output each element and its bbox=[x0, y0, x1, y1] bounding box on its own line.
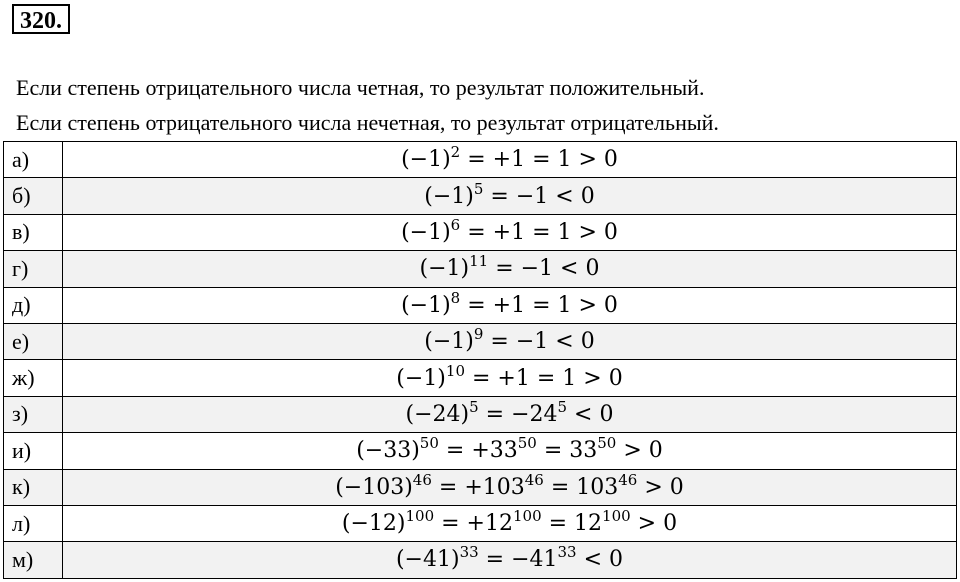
row-label: б) bbox=[4, 178, 63, 214]
row-expression bbox=[63, 433, 957, 469]
term: (−1) bbox=[401, 147, 451, 173]
term: (−1) bbox=[424, 183, 474, 209]
term: 0 bbox=[603, 292, 618, 318]
problem-number: 320. bbox=[12, 4, 70, 34]
term: 0 bbox=[603, 147, 618, 173]
term: −1 bbox=[515, 183, 549, 209]
exponent: 46 bbox=[524, 470, 544, 489]
operator: > bbox=[571, 219, 604, 245]
exponent: 5 bbox=[469, 397, 479, 416]
answers-table bbox=[3, 141, 957, 579]
operator: = bbox=[465, 365, 498, 391]
row-label: е) bbox=[4, 323, 63, 359]
term: +1 bbox=[492, 147, 526, 173]
exponent: 33 bbox=[557, 543, 577, 562]
operator: = bbox=[434, 511, 467, 537]
term: 12 bbox=[574, 511, 603, 537]
operator: = bbox=[431, 474, 465, 500]
row-expression bbox=[63, 142, 957, 178]
term: 0 bbox=[669, 474, 684, 500]
term: 0 bbox=[608, 365, 623, 391]
operator: = bbox=[536, 438, 570, 464]
row-expression bbox=[63, 214, 957, 250]
table-row bbox=[4, 469, 957, 505]
operator: > bbox=[576, 365, 609, 391]
term: (−1) bbox=[424, 329, 474, 355]
exponent: 9 bbox=[473, 325, 484, 344]
row-label: д) bbox=[4, 287, 63, 323]
exponent: 46 bbox=[618, 470, 638, 489]
term: 1 bbox=[557, 292, 572, 318]
term: +103 bbox=[464, 474, 525, 500]
operator: < bbox=[567, 401, 600, 427]
row-expression bbox=[63, 505, 957, 541]
operator: = bbox=[460, 147, 493, 173]
row-label: г) bbox=[4, 251, 63, 287]
term: +12 bbox=[466, 511, 513, 537]
row-expression bbox=[63, 251, 957, 287]
table-row bbox=[4, 323, 957, 359]
term: (−1) bbox=[401, 219, 451, 245]
table-row bbox=[4, 251, 957, 287]
operator: > bbox=[630, 511, 664, 537]
exponent: 6 bbox=[450, 215, 461, 234]
exponent: 2 bbox=[450, 143, 461, 162]
term: (−24) bbox=[405, 401, 470, 427]
operator: < bbox=[576, 547, 610, 573]
operator: = bbox=[478, 547, 512, 573]
term: +33 bbox=[471, 438, 518, 464]
term: 0 bbox=[663, 511, 678, 537]
operator: > bbox=[571, 147, 604, 173]
row-expression bbox=[63, 360, 957, 396]
row-label: л) bbox=[4, 505, 63, 541]
operator: = bbox=[525, 292, 558, 318]
term: −1 bbox=[520, 256, 554, 282]
term: 0 bbox=[585, 256, 600, 282]
row-label: к) bbox=[4, 469, 63, 505]
term: 0 bbox=[580, 329, 595, 355]
table-row bbox=[4, 287, 957, 323]
exponent: 50 bbox=[419, 434, 439, 453]
term: −24 bbox=[511, 401, 558, 427]
table-row bbox=[4, 178, 957, 214]
operator: = bbox=[460, 219, 493, 245]
term: 33 bbox=[569, 438, 598, 464]
term: 103 bbox=[576, 474, 619, 500]
operator: = bbox=[543, 474, 577, 500]
row-expression bbox=[63, 287, 957, 323]
row-label: з) bbox=[4, 396, 63, 432]
operator: = bbox=[483, 183, 516, 209]
rule-odd: Если степень отрицательного числа нечетная, то результат отрицательный. bbox=[16, 110, 719, 135]
exponent: 8 bbox=[450, 288, 461, 307]
exponent: 5 bbox=[473, 179, 484, 198]
row-label: а) bbox=[4, 142, 63, 178]
term: 1 bbox=[562, 365, 577, 391]
exponent: 5 bbox=[557, 397, 568, 416]
exponent: 100 bbox=[512, 507, 542, 526]
operator: = bbox=[541, 511, 575, 537]
term: −1 bbox=[515, 329, 549, 355]
table-row bbox=[4, 142, 957, 178]
operator: = bbox=[525, 147, 558, 173]
term: 0 bbox=[580, 183, 595, 209]
operator: = bbox=[483, 329, 516, 355]
exponent: 50 bbox=[517, 434, 537, 453]
row-expression bbox=[63, 542, 957, 578]
term: (−33) bbox=[356, 438, 420, 464]
table-row bbox=[4, 505, 957, 541]
row-label: в) bbox=[4, 214, 63, 250]
row-label: ж) bbox=[4, 360, 63, 396]
term: (−1) bbox=[401, 292, 451, 318]
term: 1 bbox=[557, 219, 572, 245]
operator: > bbox=[637, 474, 670, 500]
term: 0 bbox=[648, 438, 663, 464]
operator: < bbox=[548, 329, 581, 355]
term: (−41) bbox=[395, 547, 460, 573]
operator: = bbox=[525, 219, 558, 245]
term: (−103) bbox=[335, 474, 413, 500]
row-label: м) bbox=[4, 542, 63, 578]
table-row bbox=[4, 360, 957, 396]
operator: = bbox=[478, 401, 512, 427]
table-row bbox=[4, 542, 957, 578]
operator: = bbox=[460, 292, 493, 318]
row-expression bbox=[63, 178, 957, 214]
operator: < bbox=[548, 183, 581, 209]
term: +1 bbox=[492, 292, 526, 318]
operator: = bbox=[529, 365, 563, 391]
exponent: 46 bbox=[412, 470, 432, 489]
exponent: 100 bbox=[602, 507, 631, 526]
term: 0 bbox=[603, 219, 618, 245]
operator: = bbox=[438, 438, 472, 464]
term: (−1) bbox=[419, 256, 470, 282]
row-expression bbox=[63, 469, 957, 505]
table-row bbox=[4, 396, 957, 432]
operator: < bbox=[553, 256, 586, 282]
operator: = bbox=[488, 256, 521, 282]
term: 0 bbox=[609, 547, 624, 573]
exponent: 10 bbox=[445, 361, 465, 380]
row-expression bbox=[63, 323, 957, 359]
exponent: 11 bbox=[469, 252, 489, 271]
operator: > bbox=[616, 438, 649, 464]
term: 0 bbox=[599, 401, 614, 427]
term: −41 bbox=[511, 547, 558, 573]
answers-table-body bbox=[4, 142, 957, 579]
exponent: 100 bbox=[405, 507, 435, 526]
row-expression bbox=[63, 396, 957, 432]
operator: > bbox=[571, 292, 604, 318]
table-row bbox=[4, 214, 957, 250]
term: (−12) bbox=[341, 511, 406, 537]
term: +1 bbox=[492, 219, 526, 245]
term: +1 bbox=[497, 365, 530, 391]
table-row bbox=[4, 433, 957, 469]
intro-text bbox=[16, 70, 946, 140]
exponent: 33 bbox=[459, 543, 479, 562]
row-label: и) bbox=[4, 433, 63, 469]
term: 1 bbox=[557, 147, 572, 173]
rule-even: Если степень отрицательного числа четная, то результат положительный. bbox=[16, 75, 705, 100]
term: (−1) bbox=[396, 365, 446, 391]
exponent: 50 bbox=[597, 434, 617, 453]
